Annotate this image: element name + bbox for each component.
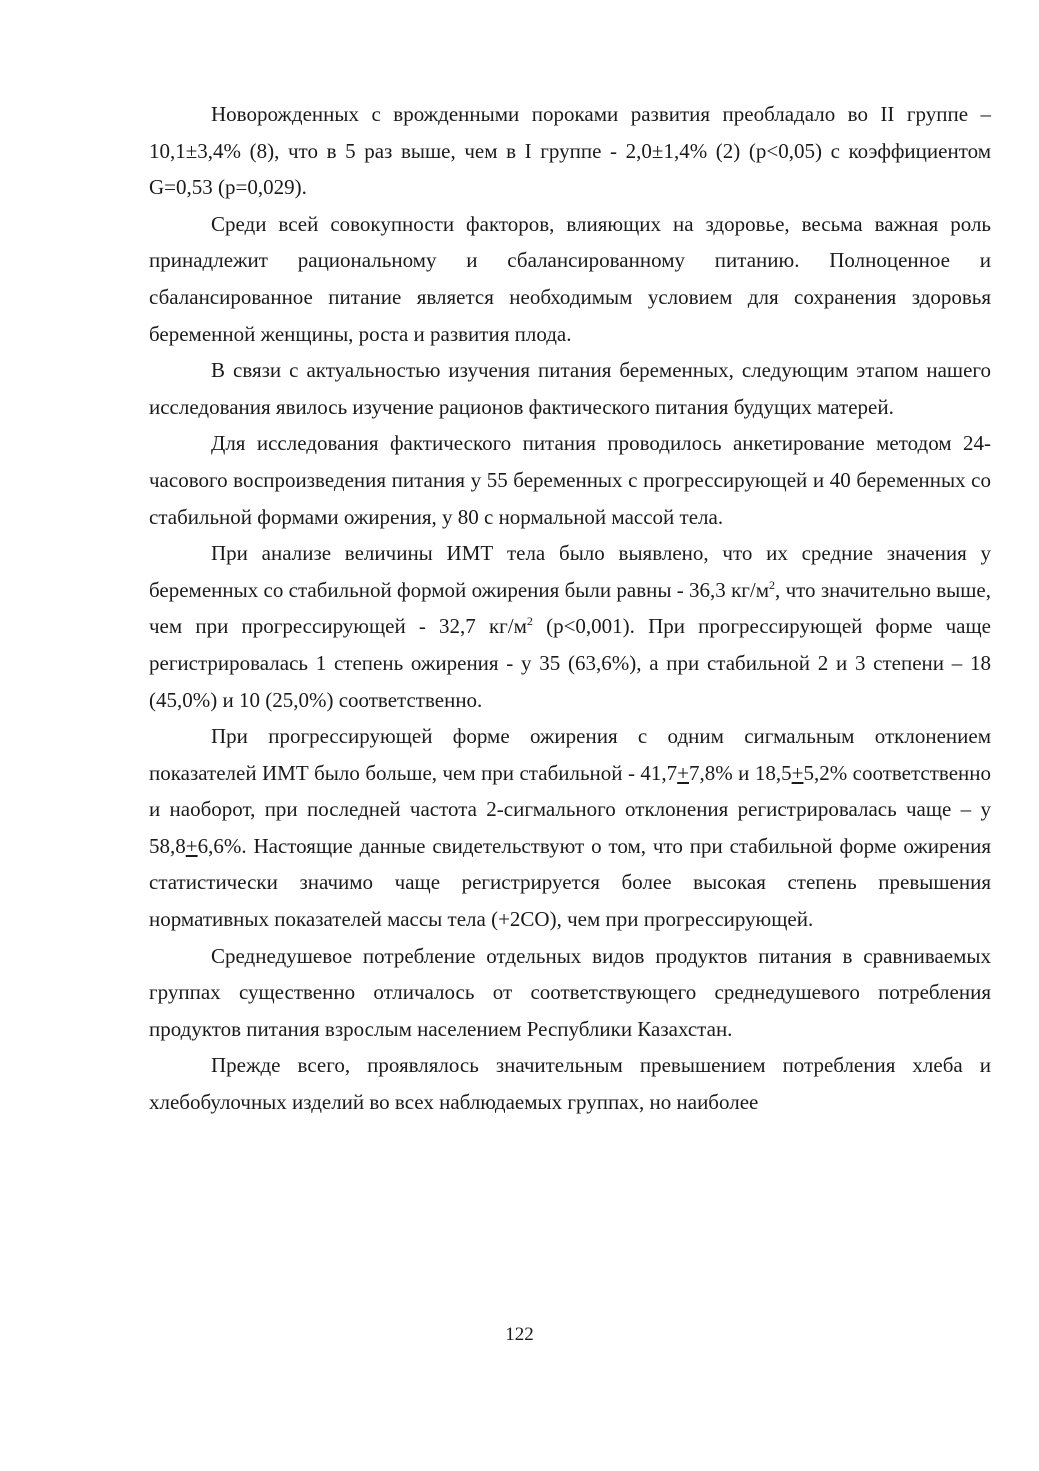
plus-minus-sign: + xyxy=(185,833,198,858)
paragraph-5-part-2: , что значительно выше, чем при прогрессирующей - 32,7 кг/м xyxy=(149,577,991,639)
paragraph-6-part-2: 7,8% и 18,5 xyxy=(689,760,792,785)
paragraph-6-part-3: 5,2% соответственно и наоборот, при последней частота 2-сигмального отклонения регистрировалась чаще – у 58,8 xyxy=(149,760,992,858)
paragraph-2: Среди всей совокупности факторов, влияющих на здоровье, весьма важная роль принадлежит рациональному и сбалансированному питанию. Полноценное и сбалансированное питание является необходимым условием для сохранения здоровья беременной женщины, роста и развития плода. xyxy=(149,211,991,346)
paragraph-4: Для исследования фактического питания проводилось анкетирование методом 24-часового воспроизведения питания у 55 беременных с прогрессирующей и 40 беременных со стабильной формами ожирения, у 80 с нормальной массой тела. xyxy=(149,431,991,529)
paragraph-8: Прежде всего, проявлялось значительным превышением потребления хлеба и хлебобулочных изделий во всех наблюдаемых группах, но наиболее xyxy=(149,1053,991,1115)
body-text xyxy=(149,96,991,1121)
paragraph-5 xyxy=(149,535,991,718)
paragraph-5-part-3: (р<0,001). При прогрессирующей форме чаще регистрировалась 1 степень ожирения - у 35 (63,6%), а при стабильной 2 и 3 степени – 18 (45,0%) и 10 (25,0%) соответственно. xyxy=(149,614,991,712)
paragraph-3: В связи с актуальностью изучения питания беременных, следующим этапом нашего исследования явилось изучение рационов фактического питания будущих матерей. xyxy=(149,358,991,419)
superscript-2: 2 xyxy=(769,577,776,592)
paragraph-6-part-4: 6,6%. Настоящие данные свидетельствуют о том, что при стабильной форме ожирения статистически значимо чаще регистрируется более высокая степень превышения нормативных показателей массы тела (+2СО), чем при прогрессирующей. xyxy=(149,833,991,932)
plus-minus-sign: + xyxy=(791,760,804,785)
page-number: 122 xyxy=(505,1324,534,1345)
paragraph-6-part-1: При прогрессирующей форме ожирения с одним сигмальным отклонением показателей ИМТ было больше, чем при стабильной - 41,7 xyxy=(149,724,991,785)
superscript-2: 2 xyxy=(526,614,533,629)
plus-minus-sign: + xyxy=(677,760,689,785)
paragraph-5-part-1: При анализе величины ИМТ тела было выявлено, что их средние значения у беременных со стабильной формой ожирения были равны - 36,3 кг/м xyxy=(149,541,991,602)
paragraph-1: Новорожденных с врожденными пороками развития преобладало во II группе – 10,1±3,4% (8), что в 5 раз выше, чем в I группе - 2,0±1,4% (2) (р<0,05) с коэффициентом G=0,53 (р=0,029). xyxy=(149,102,991,200)
paragraph-7: Среднедушевое потребление отдельных видов продуктов питания в сравниваемых группах существенно отличалось от соответствующего среднедушевого потребления продуктов питания взрослым населением Республики Казахстан. xyxy=(149,943,991,1041)
paragraph-6 xyxy=(149,718,991,938)
